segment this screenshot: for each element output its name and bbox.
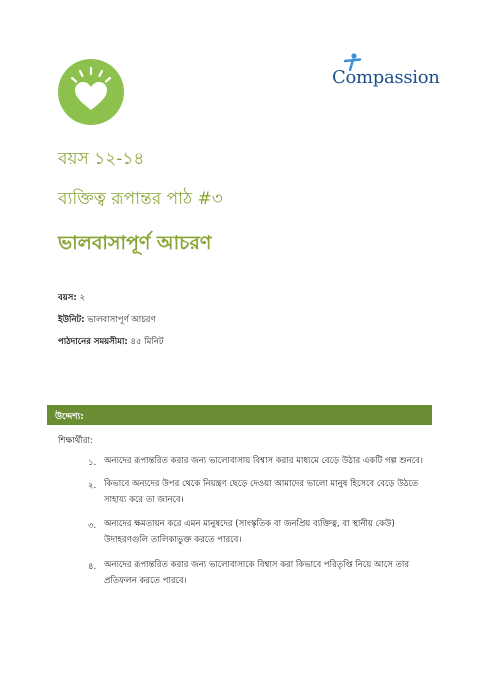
heart-icon [58, 59, 124, 125]
meta-unit-label: ইউনিট: [58, 315, 85, 325]
meta-time [58, 335, 164, 349]
meta-time-value: ৪৫ মিনিট [130, 337, 164, 347]
meta-unit [58, 313, 156, 327]
objective-text: কিভাবে অন্যদের উপর থেকে নিয়ন্ত্রণ ছেড়ে দেওয়া আমাদের ভালো মানুষ হিসেবে বেড়ে উঠতে সাহায্য করে তা জানবে। [104, 479, 419, 505]
students-label: শিক্ষার্থীরা: [58, 436, 93, 446]
objective-number: ৩. [88, 521, 97, 531]
objective-number: ১. [88, 458, 97, 468]
page-title: ভালবাসাপূর্ণ আচরণ [58, 232, 212, 254]
meta-age-label: বয়স: [58, 293, 77, 303]
objective-number: ৪. [88, 562, 97, 572]
age-heading: বয়স ১২-১৪ [58, 149, 145, 169]
meta-age [58, 291, 85, 305]
meta-age-value: ২ [79, 293, 85, 303]
meta-time-label: পাঠদানের সময়সীমা: [58, 337, 128, 347]
lesson-heading: ব্যক্তিত্ব রূপান্তর পাঠ #৩ [58, 189, 223, 209]
objective-text: অন্যদের ক্ষমতায়ন করে এমন মানুষদের (সাংস্কৃতিক বা জনপ্রিয় ব্যক্তিত্ব, বা স্থানীয় কেউ) উদাহরণগুলি তালিকাভুক্ত করতে পারবে। [104, 519, 395, 545]
meta-unit-value: ভালবাসাপূর্ণ আচরণ [87, 315, 156, 325]
objectives-heading-bar: উদ্দেশ্য: [47, 405, 432, 425]
objective-number: ২. [88, 481, 97, 491]
objective-text: অন্যদের রূপান্তরিত করার জন্য ভালোবাসায় বিশ্বাস করার মাধ্যমে বেড়ে উঠার একটি গল্প শুনবে। [104, 456, 423, 466]
objective-text: অন্যদের রূপান্তরিত করার জন্য ভালোবাসাকে বিশ্বাস করা কিভাবে পরিতৃপ্তি নিয়ে আসে তার প্রতিফলন করতে পারবে। [104, 560, 410, 586]
compassion-logo [332, 53, 440, 93]
logo-wordmark: Compassion [332, 67, 440, 88]
